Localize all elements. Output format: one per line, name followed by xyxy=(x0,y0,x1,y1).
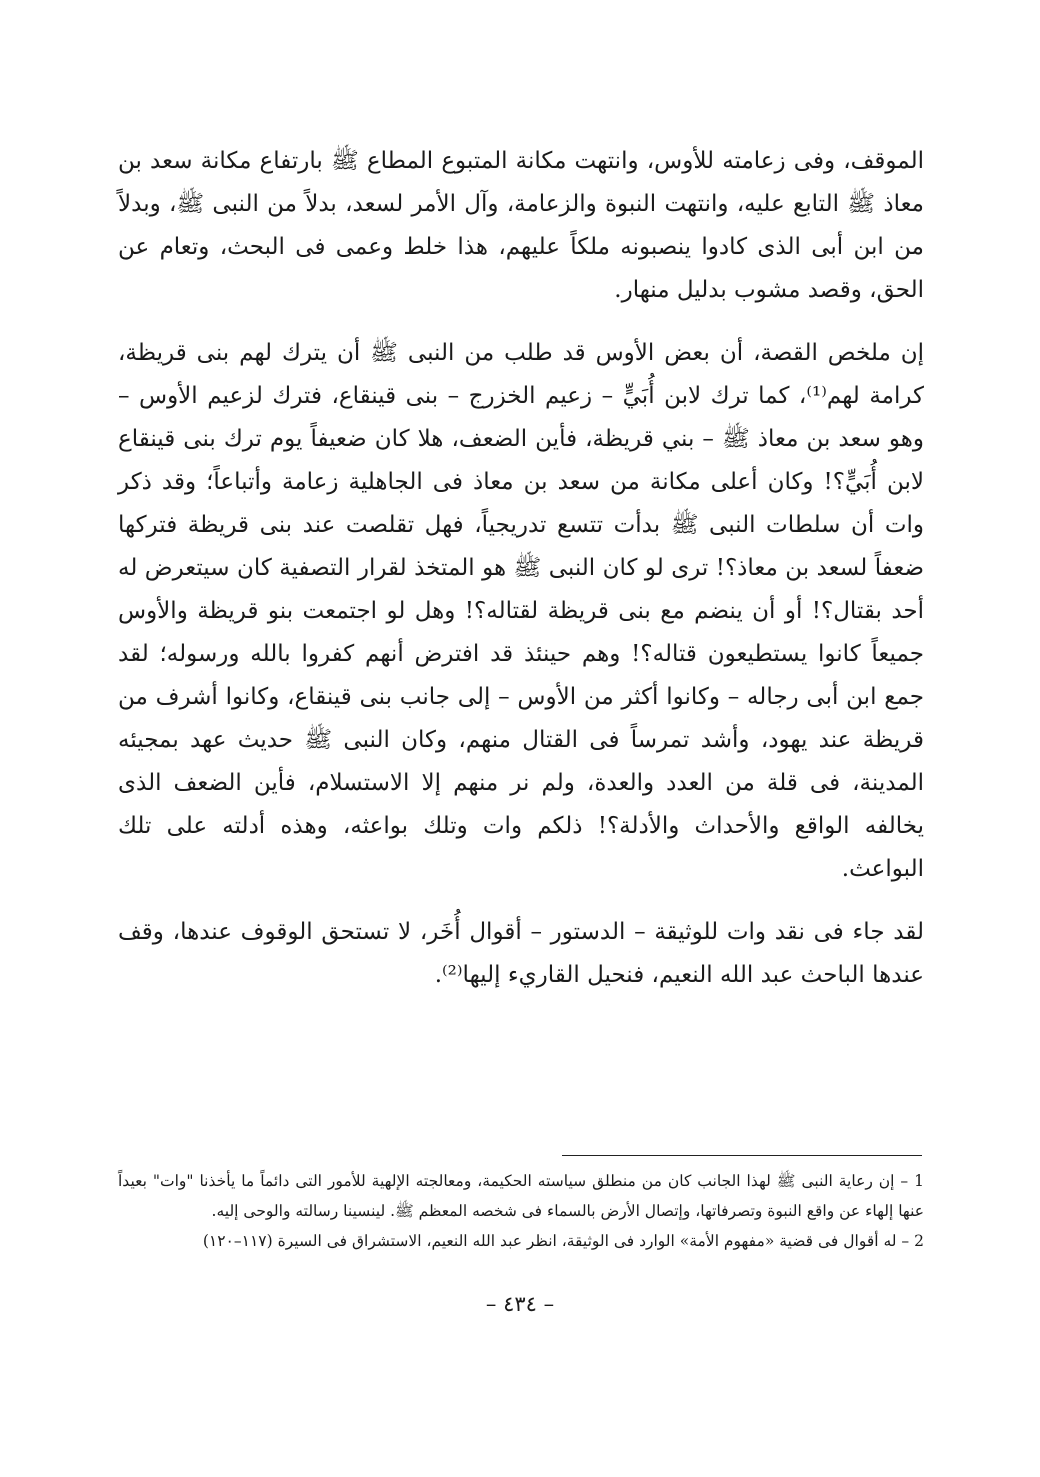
paragraph: الموقف، وفى زعامته للأوس، وانتهت مكانة المتبوع المطاع ﷺ بارتفاع مكانة سعد بن معاذ ﷺ التابع عليه، وانتهت النبوة والزعامة، وآل الأمر لسعد، بدلاً من النبى ﷺ، وبدلاً من ابن أبى الذى كادوا ينصبونه ملكاً عليهم، هذا خلط وعمى فى البحث، وتعام عن الحق، وقصد مشوب بدليل منهار. xyxy=(118,148,924,303)
page-number: – ٤٣٤ – xyxy=(485,1292,555,1316)
footnotes xyxy=(118,1166,924,1256)
footnote: 2 – له أقوال فى قضية «مفهوم الأمة» الوارد فى الوثيقة، انظر عبد الله النعيم، الاستشراق فى السيرة (١١٧–١٢٠) xyxy=(202,1232,924,1250)
paragraph: إن ملخص القصة، أن بعض الأوس قد طلب من النبى ﷺ أن يترك لهم بنى قريظة، كرامة لهم⁽¹⁾، كما ترك لابن أُبَيٍّ – زعيم الخزرج – بنى قينقاع، فترك لزعيم الأوس – وهو سعد بن معاذ ﷺ – بني قريظة، فأين الضعف، هلا كان ضعيفاً يوم ترك بنى قينقاع لابن أُبَيٍّ؟! وكان أعلى مكانة من سعد بن معاذ فى الجاهلية زعامة وأتباعاً؛ وقد ذكر وات أن سلطات النبى ﷺ بدأت تتسع تدريجياً، فهل تقلصت عند بنى قريظة فتركها ضعفاً لسعد بن معاذ؟! ترى لو كان النبى ﷺ هو المتخذ لقرار التصفية كان سيتعرض له أحد بقتال؟! أو أن ينضم مع بنى قريظة لقتاله؟! وهل لو اجتمعت بنو قريظة والأوس جميعاً كانوا يستطيعون قتاله؟! وهم حينئذ قد افترض أنهم كفروا بالله ورسوله؛ لقد جمع ابن أبى رجاله – وكانوا أكثر من الأوس – إلى جانب بنى قينقاع، وكانوا أشرف من قريظة عند يهود، وأشد تمرساً فى القتال منهم، وكان النبى ﷺ حديث عهد بمجيئه المدينة، فى قلة من العدد والعدة، ولم نر منهم إلا الاستسلام، فأين الضعف الذى يخالفه الواقع والأحداث والأدلة؟! ذلكم وات وتلك بواعثه، وهذه أدلته على تلك البواعث. xyxy=(118,340,925,882)
paragraph: لقد جاء فى نقد وات للوثيقة – الدستور – أقوال أُخَر، لا تستحق الوقوف عندها، وقف عندها الباحث عبد الله النعيم، فنحيل القاريء إليها⁽²⁾. xyxy=(118,919,924,988)
footnote: 1 – إن رعاية النبى ﷺ لهذا الجانب كان من منطلق سياسته الحكيمة، ومعالجته الإلهية للأمور التى دائماً ما يأخذنا "وات" بعيداً عنها إلهاء عن واقع النبوة وتصرفاتها، وإتصال الأرض بالسماء فى شخصه المعظم ﷺ. لينسينا رسالته والوحى إليه. xyxy=(118,1172,924,1220)
main-text xyxy=(118,140,924,997)
footnote-divider xyxy=(562,1155,922,1156)
